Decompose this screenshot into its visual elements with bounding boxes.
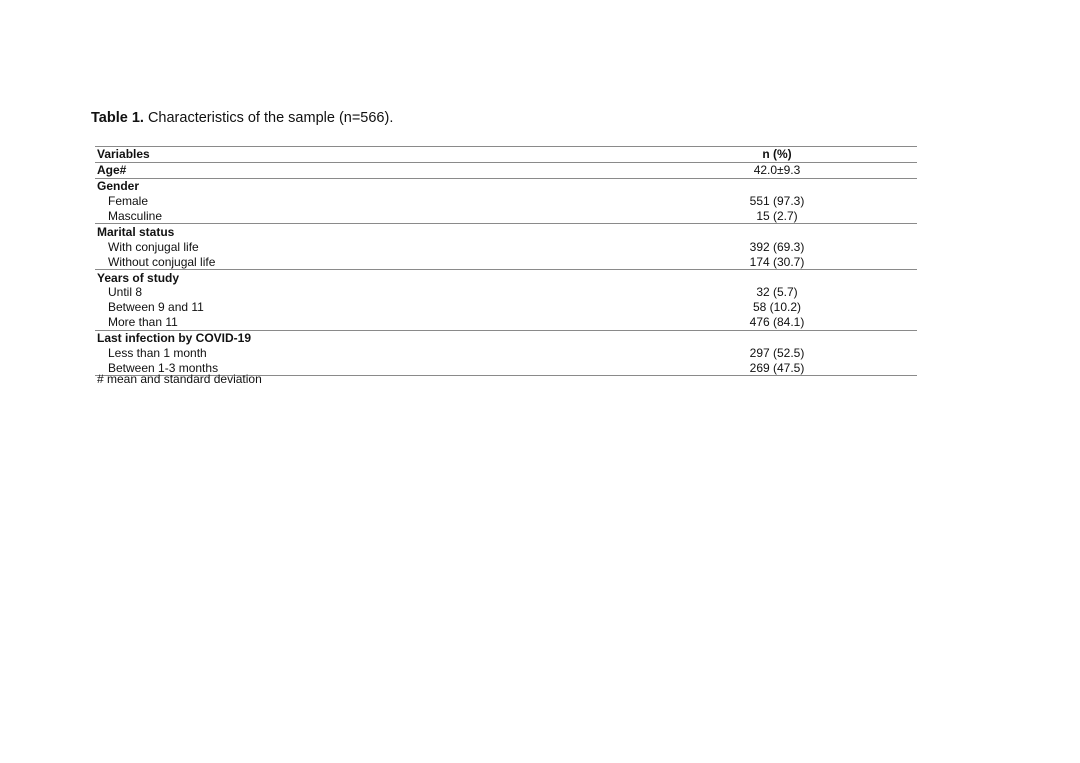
row-label: With conjugal life	[108, 239, 199, 254]
table-row	[95, 209, 917, 224]
table-row-age	[95, 162, 917, 178]
row-value: 58 (10.2)	[752, 300, 802, 315]
section-gender	[95, 178, 917, 193]
table-footnote: # mean and standard deviation	[97, 372, 262, 386]
row-value: 392 (69.3)	[749, 239, 805, 254]
table-row	[95, 254, 917, 269]
characteristics-table	[95, 146, 917, 376]
row-value: 551 (97.3)	[749, 194, 805, 209]
row-label: Masculine	[95, 209, 687, 224]
row-value: 15 (2.7)	[687, 209, 917, 224]
table-caption	[91, 109, 393, 127]
row-label: Between 9 and 11	[108, 300, 204, 315]
age-label: Age#	[95, 162, 687, 178]
table-header-row	[95, 147, 917, 163]
table-row	[95, 239, 917, 254]
table-caption-label: Table 1.	[91, 110, 144, 126]
section-label: Last infection by COVID-19	[97, 331, 252, 346]
table-row	[95, 194, 917, 209]
row-label: Until 8	[108, 285, 143, 300]
table-row	[95, 315, 917, 330]
table-caption-text: Characteristics of the sample (n=566).	[143, 110, 394, 126]
section-label: Years of study	[97, 270, 180, 285]
row-label: Female	[108, 194, 149, 209]
row-label: Between 1-3 months	[95, 360, 687, 375]
table-row	[95, 346, 917, 361]
table-row	[95, 300, 917, 315]
section-marital-status	[95, 224, 917, 239]
section-label: Gender	[97, 179, 140, 194]
row-value: 174 (30.7)	[687, 254, 917, 269]
section-label: Marital status	[97, 224, 175, 239]
row-value: 32 (5.7)	[756, 285, 798, 300]
age-value: 42.0±9.3	[687, 162, 917, 178]
header-n-percent: n (%)	[687, 147, 917, 163]
row-label: Less than 1 month	[108, 346, 207, 361]
row-value: 476 (84.1)	[687, 315, 917, 330]
row-value: 269 (47.5)	[687, 360, 917, 375]
row-value: 297 (52.5)	[749, 346, 805, 361]
table-row	[95, 285, 917, 300]
header-variables: Variables	[95, 147, 687, 163]
section-years-of-study	[95, 270, 917, 285]
row-label: Without conjugal life	[95, 254, 687, 269]
row-label: More than 11	[95, 315, 687, 330]
section-last-infection	[95, 330, 917, 345]
